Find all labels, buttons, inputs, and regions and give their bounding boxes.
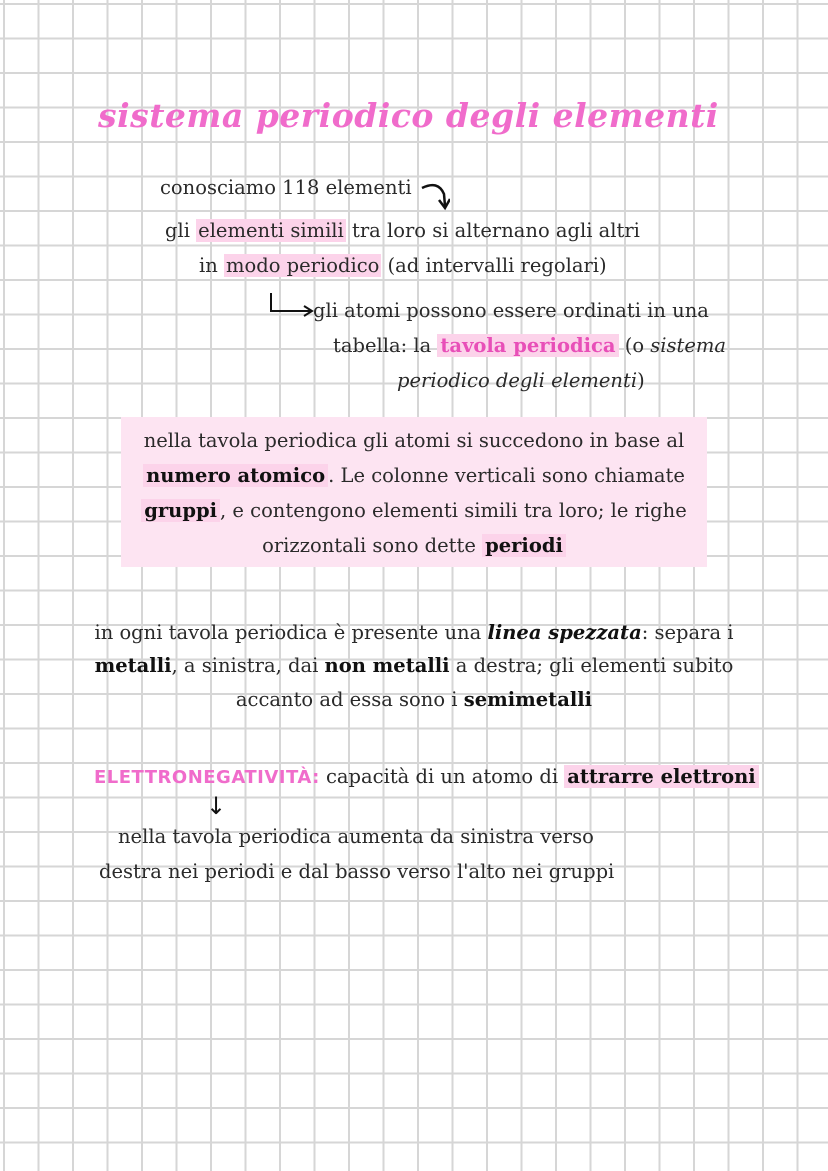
page-title: sistema periodico degli elementi: [98, 96, 719, 135]
line-para-1: in ogni tavola periodica è presente una linea spezzata: separa i: [94, 621, 734, 644]
curved-arrow-icon: [420, 178, 450, 218]
down-arrow-icon: ↓: [206, 792, 227, 820]
electro-line-1: nella tavola periodica aumenta da sinistra verso: [118, 825, 594, 848]
sub-line-3: periodico degli elementi): [397, 369, 645, 392]
line-para-2: metalli, a sinistra, dai non metalli a destra; gli elementi subito: [94, 654, 734, 677]
box-line-3: gruppi , e contengono elementi simili tra loro; le righe: [0, 499, 828, 523]
intro-line-2: gli elementi simili tra loro si alternano agli altri: [165, 219, 640, 242]
electro-line-2: destra nei periodi e dal basso verso l'alto nei gruppi: [99, 860, 615, 883]
box-line-1: nella tavola periodica gli atomi si succedono in base al: [143, 429, 685, 452]
line-para-3: accanto ad essa sono i semimetalli: [235, 688, 593, 711]
box-line-2: numero atomico . Le colonne verticali sono chiamate: [0, 464, 828, 488]
sub-line-1: gli atomi possono essere ordinati in una: [313, 299, 709, 322]
sub-line-2: tabella: la tavola periodica (o sistema: [333, 334, 727, 357]
corner-arrow-icon: [268, 292, 316, 318]
electronegativity-heading: ELETTRONEGATIVITÀ: capacità di un atomo di attrarre elettroni: [94, 765, 759, 789]
box-line-4: orizzontali sono dette periodi: [0, 534, 828, 558]
intro-line-3: in modo periodico (ad intervalli regolari): [199, 254, 607, 277]
intro-line-1: conosciamo 118 elementi: [160, 176, 412, 199]
